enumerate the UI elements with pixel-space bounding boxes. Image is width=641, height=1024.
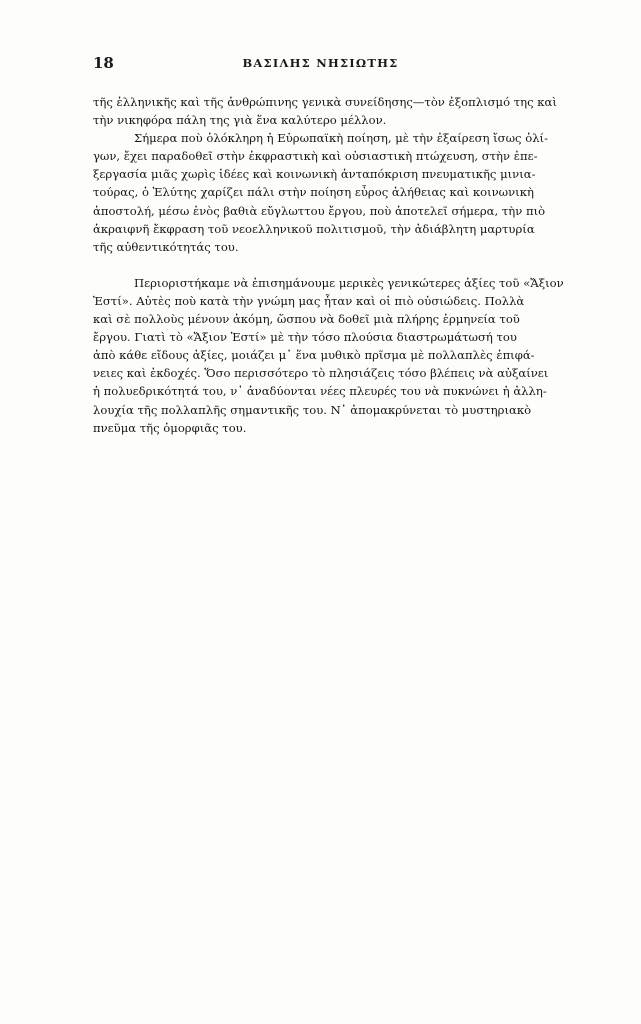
text-line: ἀπὸ κάθε εἴδους ἀξίες, μοιάζει μ᾽ ἕνα μυθικὸ πρῖσμα μὲ πολλαπλὲς ἐπιφά- <box>93 348 535 363</box>
text-line: ἡ πολυεδρικότητά του, ν᾽ ἀναδύονται νέες πλευρές του νὰ πυκνώνει ἡ ἀλλη- <box>93 384 547 399</box>
text-line: πνεῦμα τῆς ὀμορφιᾶς του. <box>93 420 247 435</box>
text-line: τὴν νικηφόρα πάλη της γιὰ ἕνα καλύτερο μέλλον. <box>93 113 387 128</box>
text-line: Περιοριστήκαμε νὰ ἐπισημάνουμε μερικὲς γενικώτερες ἀξίες τοῦ «Ἄξιον <box>134 275 564 290</box>
text-line: ἀκραιφνῆ ἔκφραση τοῦ νεοελληνικοῦ πολιτισμοῦ, τὴν ἀδιάβλητη μαρτυρία <box>93 221 535 236</box>
running-head-title: ΒΑΣΙΛΗΣ ΝΗΣΙΩΤΗΣ <box>242 56 399 70</box>
text-line: Ἐστί». Αὐτὲς ποὺ κατὰ τὴν γνώμη μας ἦταν καὶ οἱ πιὸ οὐσιώδεις. Πολλὰ <box>93 293 525 308</box>
text-line: καὶ σὲ πολλοὺς μένουν ἀκόμη, ὥσπου νὰ δοθεῖ μιὰ πλήρης ἑρμηνεία τοῦ <box>93 312 520 327</box>
page-number: 18 <box>93 54 114 72</box>
text-line: τούρας, ὁ Ἐλύτης χαρίζει πάλι στὴν ποίηση εὖρος ἀλήθειας καὶ κοινωνικὴ <box>93 185 534 200</box>
text-line: λουχία τῆς πολλαπλῆς σημαντικῆς του. Ν᾽ ἀπομακρύνεται τὸ μυστηριακὸ <box>93 402 532 417</box>
body-text <box>93 93 630 437</box>
running-head <box>93 54 548 74</box>
paragraph-european-poetry <box>93 129 630 256</box>
text-line: γων, ἔχει παραδοθεῖ στὴν ἐκφραστικὴ καὶ οὐσιαστικὴ πτώχευση, στὴν ἐπε- <box>93 149 538 164</box>
text-line: Σήμερα ποὺ ὁλόκληρη ἡ Εὐρωπαϊκὴ ποίηση, μὲ τὴν ἐξαίρεση ἴσως ὀλί- <box>134 131 549 146</box>
text-line: τῆς ἑλληνικῆς καὶ τῆς ἀνθρώπινης γενικὰ συνείδησης—τὸν ἐξοπλισμό της καὶ <box>93 95 557 109</box>
text-line: ξεργασία μιᾶς χωρὶς ἰδέες καὶ κοινωνικὴ ἀνταπόκριση πνευματικῆς μινια- <box>93 167 536 182</box>
text-line: νειες καὶ ἐκδοχές. Ὅσο περισσότερο τὸ πλησιάζεις τόσο βλέπεις νὰ αὐξαίνει <box>93 366 549 381</box>
paragraph-axion-esti <box>93 274 630 437</box>
text-line: τῆς αὐθεντικότητάς του. <box>93 239 239 254</box>
text-line: ἀποστολή, μέσω ἑνὸς βαθιὰ εὔγλωττου ἔργου, ποὺ ἀποτελεῖ σήμερα, τὴν πιὸ <box>93 203 546 218</box>
paragraph-continuation <box>93 93 630 129</box>
paragraph-spacer <box>93 256 630 274</box>
text-line: ἔργου. Γιατὶ τὸ «Ἄξιον Ἐστί» μὲ τὴν τόσο πλούσια διαστρωμάτωσή του <box>93 330 517 345</box>
